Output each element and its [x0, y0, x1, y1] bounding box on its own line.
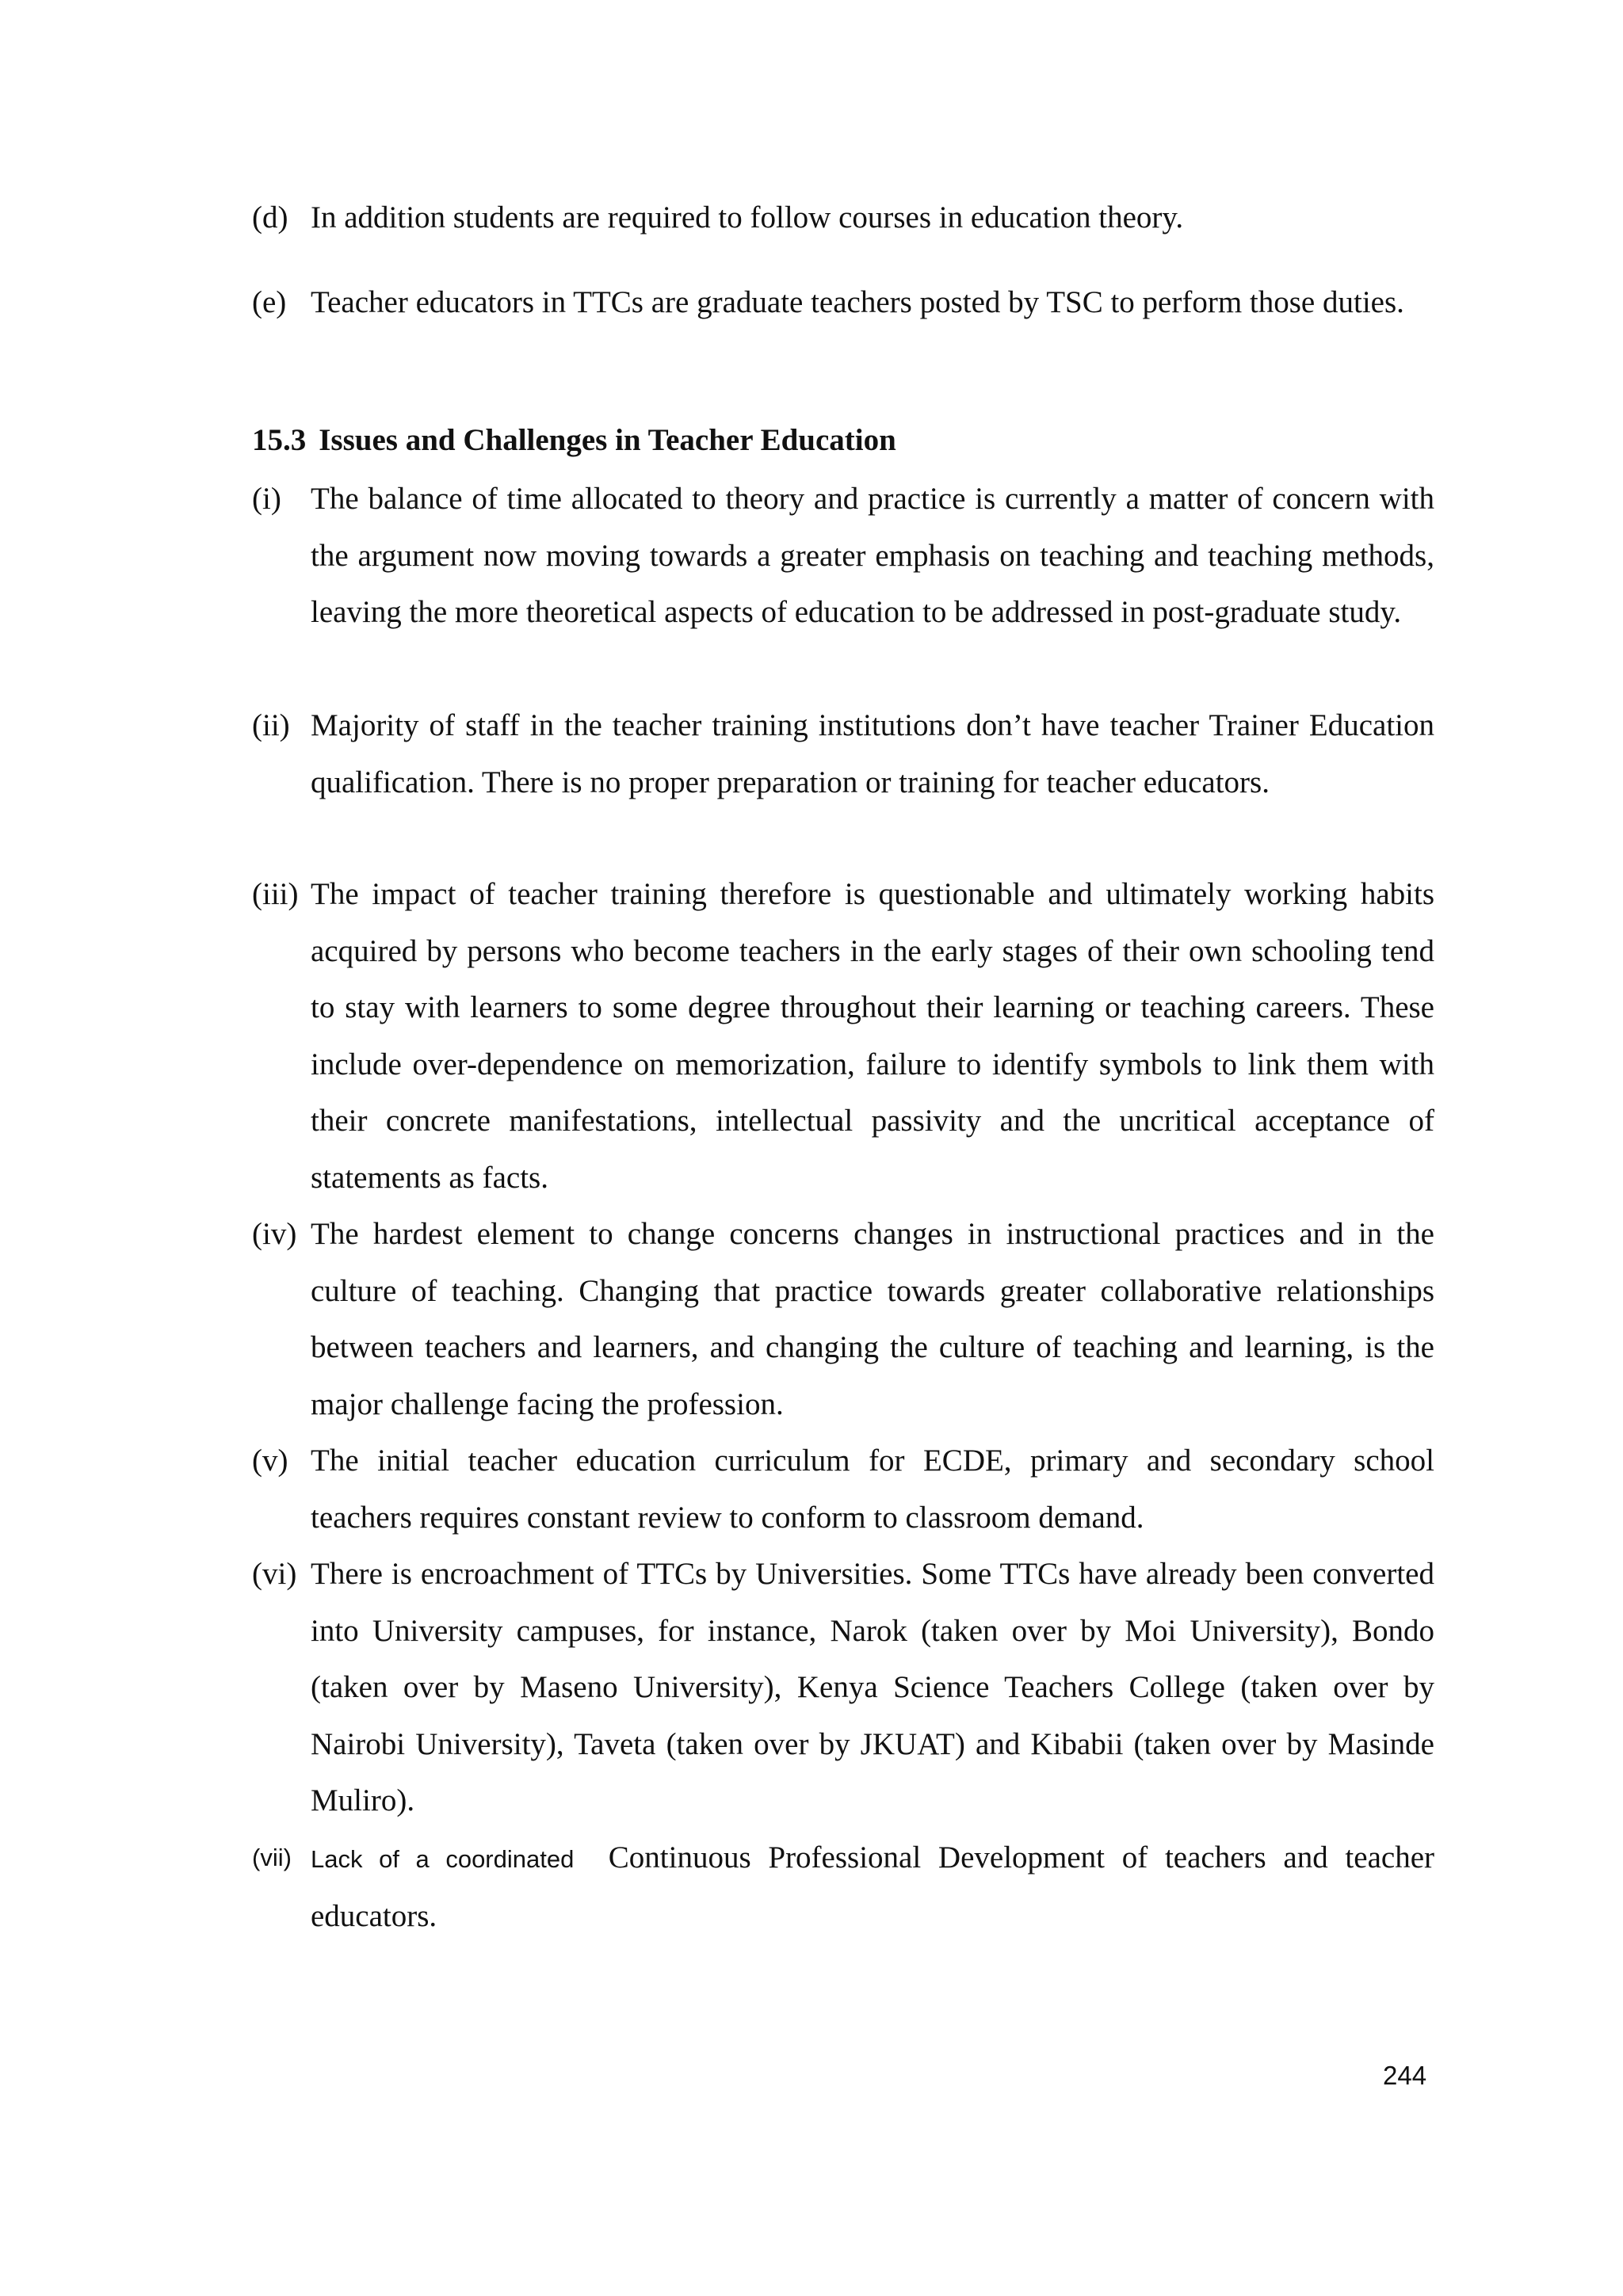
- section-number: 15.3: [252, 423, 307, 457]
- page-number: 244: [1383, 2061, 1427, 2090]
- list-item-text: The impact of teacher training therefore is questionable and ultimately working habits acquired by persons who become teachers in the early stages of their own schooling tend to stay with learners to some degree throughout their learning or teaching careers. These include over-dependence on memorization, failure to identify symbols to link them with their concrete manifestations, intellectual passivity and the uncritical acceptance of statements as facts.: [311, 877, 1434, 1195]
- issue-item-ii: [252, 697, 1434, 810]
- list-marker: (vii): [252, 1844, 292, 1871]
- list-item-text-lead: Lack of a coordinated: [311, 1845, 575, 1873]
- list-item-text: In addition students are required to follow courses in education theory.: [311, 200, 1184, 235]
- issue-item-vi: [252, 1546, 1434, 1829]
- list-item-text: The initial teacher education curriculum for ECDE, primary and secondary school teachers requires constant review to conform to classroom demand.: [311, 1444, 1434, 1535]
- list-marker: (ii): [252, 708, 290, 742]
- list-marker: (d): [252, 200, 288, 235]
- issue-item-i: [252, 471, 1434, 641]
- issue-item-v: [252, 1432, 1434, 1546]
- list-marker: (i): [252, 482, 281, 516]
- list-marker: (iii): [252, 877, 299, 911]
- list-item-text: Teacher educators in TTCs are graduate teachers posted by TSC to perform those duties.: [311, 285, 1404, 319]
- list-item-text: The balance of time allocated to theory and practice is currently a matter of concern with the argument now moving towards a greater emphasis on teaching and teaching methods, leaving the more theoretical aspects of education to be addressed in post-graduate study.: [311, 482, 1434, 629]
- list-item-text: The hardest element to change concerns changes in instructional practices and in the culture of teaching. Changing that practice towards greater collaborative relationships between teachers and learners, and changing the culture of teaching and learning, is the major challenge facing the profession.: [311, 1217, 1434, 1421]
- list-item-text: Majority of staff in the teacher training institutions don’t have teacher Trainer Education qualification. There is no proper preparation or training for teacher educators.: [311, 708, 1434, 799]
- list-marker: (iv): [252, 1217, 297, 1251]
- list-item-e: [252, 274, 1434, 331]
- section-heading: [252, 417, 896, 464]
- list-item-d: [252, 189, 1434, 246]
- issue-item-iii: [252, 866, 1434, 1206]
- issue-item-iv: [252, 1206, 1434, 1432]
- list-item-text-rest: Continuous Professional Development of teachers and teacher educators.: [311, 1840, 1434, 1933]
- section-title: Issues and Challenges in Teacher Education: [319, 423, 896, 457]
- list-marker: (e): [252, 285, 287, 319]
- list-marker: (vi): [252, 1557, 297, 1591]
- issue-item-vii: [252, 1829, 1434, 1944]
- list-item-text: There is encroachment of TTCs by Universities. Some TTCs have already been converted into University campuses, for instance, Narok (taken over by Moi University), Bondo (taken over by Maseno University), Kenya Science Teachers College (taken over by Nairobi University), Taveta (taken over by JKUAT) and Kibabii (taken over by Masinde Muliro).: [311, 1557, 1434, 1817]
- list-item-text: [311, 1829, 1434, 1944]
- list-marker: (v): [252, 1444, 288, 1478]
